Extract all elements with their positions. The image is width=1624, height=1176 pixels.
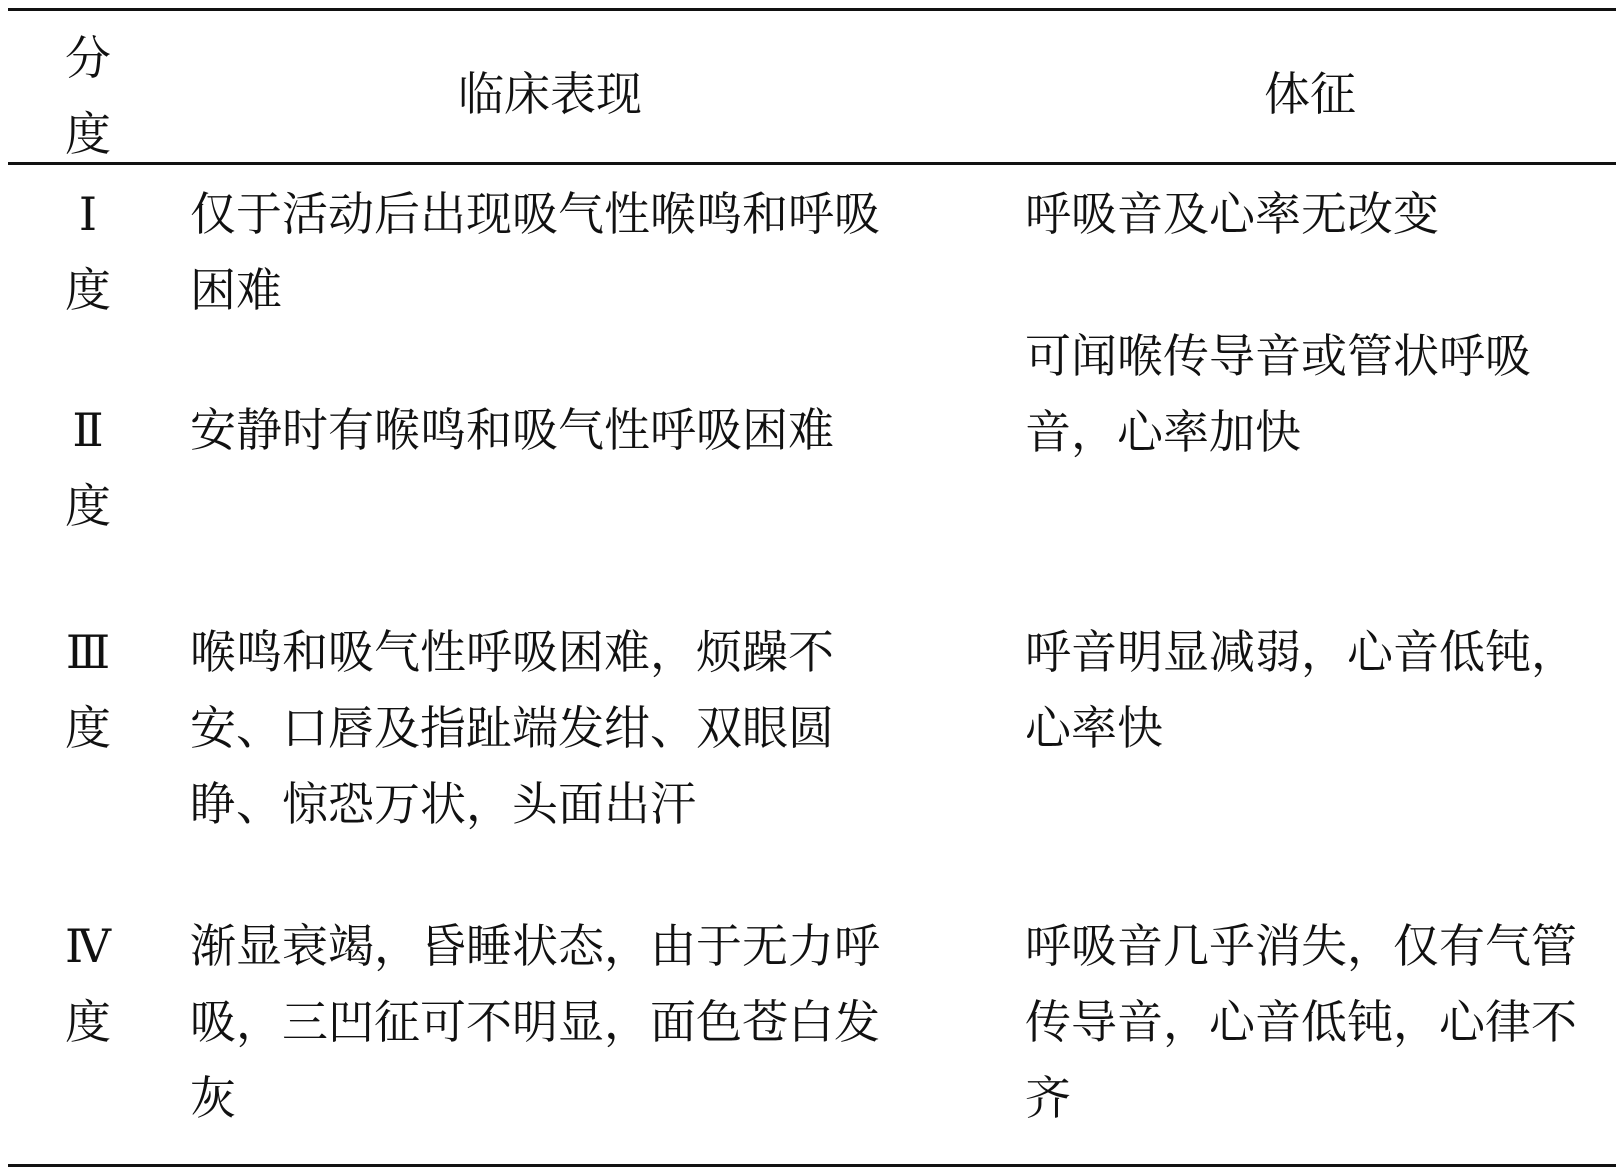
- row-1-grade-numeral: Ⅰ: [78, 187, 98, 241]
- row-4-clinical: 渐显衰竭，昏睡状态，由于无力呼吸，三凹征可不明显，面色苍白发灰: [190, 919, 880, 1125]
- table-header-rule: [8, 162, 1616, 165]
- row-2-grade-du: 度: [65, 479, 111, 533]
- row-2-grade-numeral: Ⅱ: [72, 403, 104, 457]
- row-3-grade-du: 度: [65, 701, 111, 755]
- row-1-clinical: 仅于活动后出现吸气性喉鸣和呼吸困难: [190, 187, 880, 317]
- row-4-grade-numeral: Ⅳ: [65, 919, 111, 973]
- row-3-clinical: 喉鸣和吸气性呼吸困难，烦躁不安、口唇及指趾端发绀、双眼圆睁、惊恐万状，头面出汗: [190, 625, 834, 831]
- header-grade-line1: 分: [65, 31, 111, 85]
- row-2-clinical: 安静时有喉鸣和吸气性呼吸困难: [190, 403, 834, 457]
- row-4-signs: 呼吸音几乎消失，仅有气管传导音，心音低钝，心律不齐: [1025, 919, 1577, 1125]
- row-2-signs: 可闻喉传导音或管状呼吸音，心率加快: [1025, 329, 1531, 459]
- row-3-grade-numeral: Ⅲ: [65, 625, 111, 679]
- row-2-grade: [55, 392, 121, 544]
- row-1-signs: 呼吸音及心率无改变: [1025, 187, 1439, 241]
- table-bottom-rule: [8, 1164, 1616, 1167]
- row-3-grade: [55, 614, 121, 766]
- header-grade-line2: 度: [65, 107, 111, 161]
- row-1-grade-du: 度: [65, 263, 111, 317]
- row-4-grade-du: 度: [65, 995, 111, 1049]
- row-1-grade: [55, 176, 121, 328]
- header-grade: [55, 20, 121, 172]
- row-3-signs: 呼音明显减弱，心音低钝，心率快: [1025, 625, 1577, 755]
- table-top-rule: [8, 8, 1616, 11]
- header-clinical: 临床表现: [458, 67, 642, 121]
- row-4-grade: [55, 908, 121, 1060]
- header-signs: 体征: [1264, 67, 1356, 121]
